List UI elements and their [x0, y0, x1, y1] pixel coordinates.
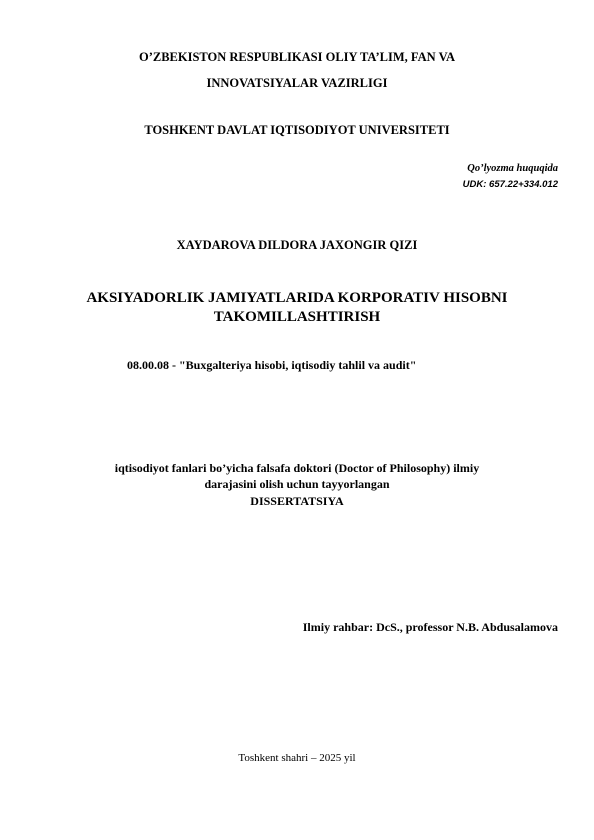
ministry-line-1: O’ZBEKISTON RESPUBLIKASI OLIY TA’LIM, FAN VA [138, 50, 456, 64]
scientific-supervisor: Ilmiy rahbar: DcS., professor N.B. Abdusalamova [302, 620, 558, 634]
city-year: Toshkent shahri – 2025 yil [238, 752, 356, 764]
udk-code: UDK: 657.22+334.012 [462, 179, 558, 190]
ministry-line-2: INNOVATSIYALAR VAZIRLIGI [206, 76, 388, 90]
manuscript-rights-label: Qo’lyozma huquqida [467, 163, 558, 174]
university-name: TOSHKENT DAVLAT IQTISODIYOT UNIVERSITETI [144, 123, 450, 137]
degree-line-2: darajasini olish uchun tayyorlangan [204, 477, 390, 491]
dissertation-title-line-2: TAKOMILLASHTIRISH [213, 309, 381, 325]
dissertation-label: DISSERTATSIYA [250, 494, 344, 508]
author-name: XAYDAROVA DILDORA JAXONGIR QIZI [176, 238, 418, 252]
dissertation-title-line-1: AKSIYADORLIK JAMIYATLARIDA KORPORATIV HISOBNI [86, 290, 508, 306]
specialty-code: 08.00.08 - "Buxgalteriya hisobi, iqtisodiy tahlil va audit" [127, 358, 417, 372]
degree-line-1: iqtisodiyot fanlari bo’yicha falsafa doktori (Doctor of Philosophy) ilmiy [114, 461, 480, 475]
